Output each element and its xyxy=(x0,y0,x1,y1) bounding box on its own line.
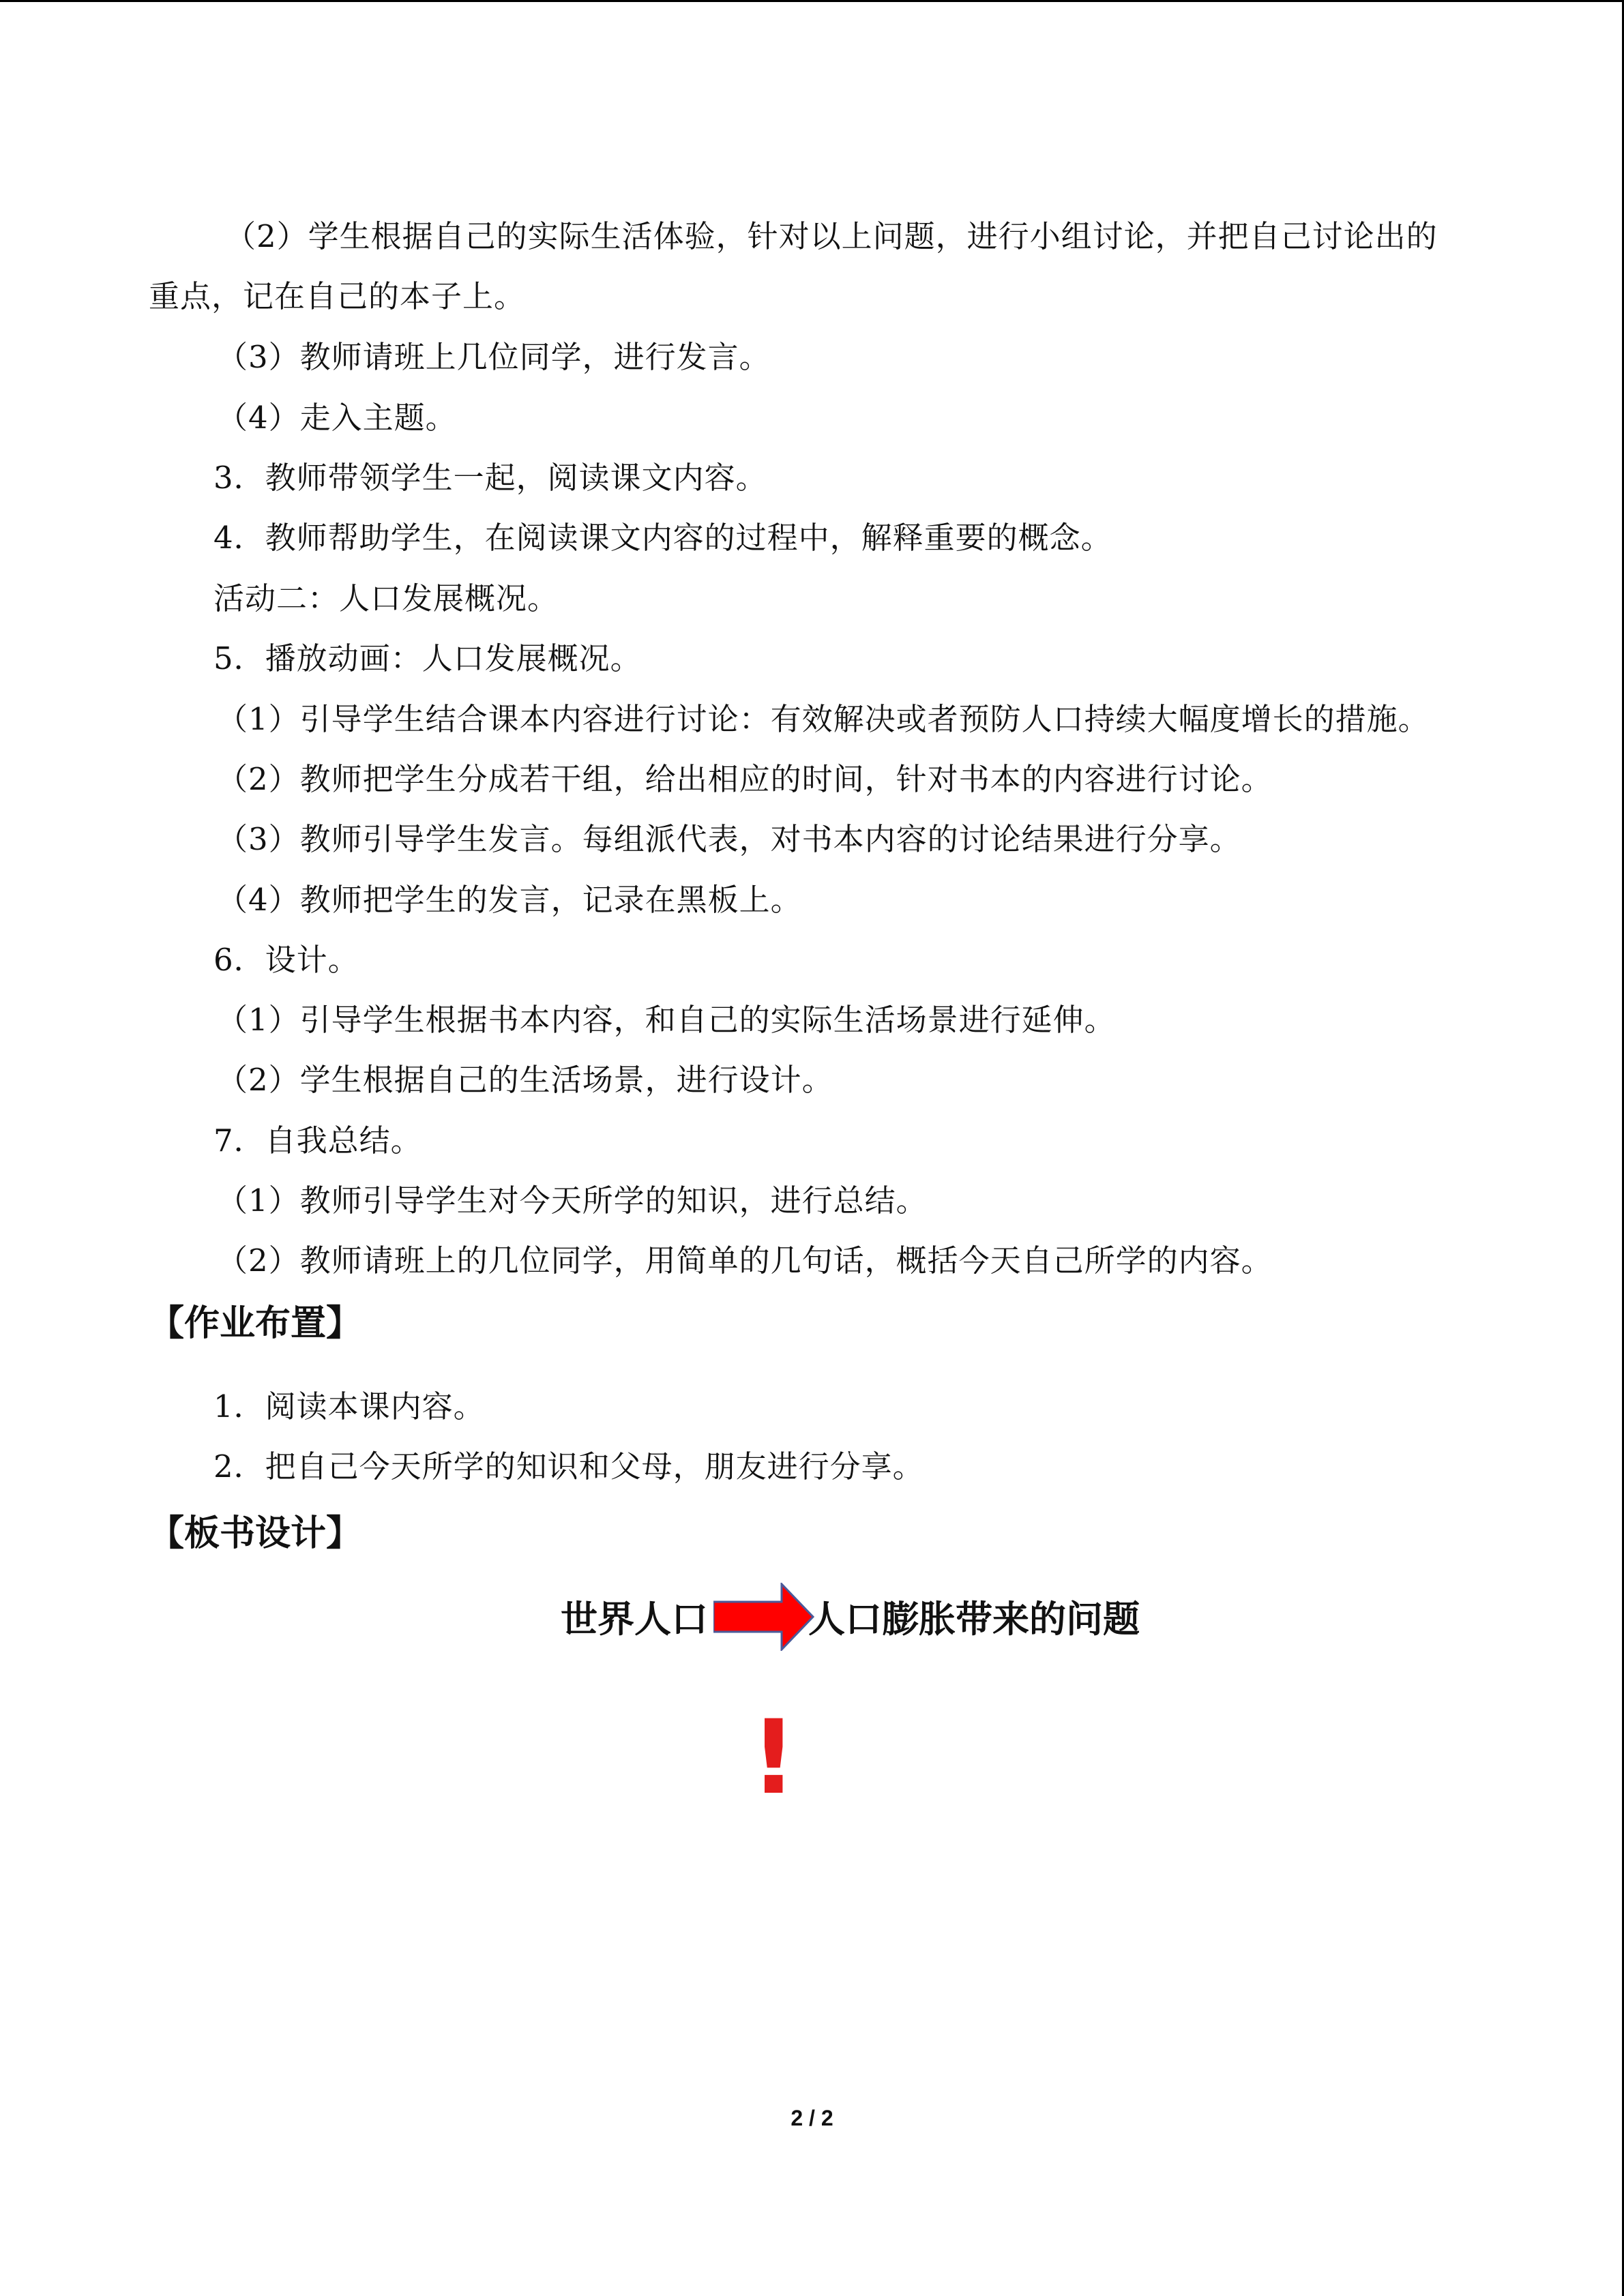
body-line: 活动二：人口发展概况。 xyxy=(213,580,559,616)
board-heading: 【板书设计】 xyxy=(149,1513,362,1554)
body-line: 3．教师带领学生一起，阅读课文内容。 xyxy=(213,460,767,496)
homework-item: 1．阅读本课内容。 xyxy=(213,1388,485,1425)
body-line: （1）引导学生根据书本内容，和自己的实际生活场景进行延伸。 xyxy=(217,1002,1116,1038)
body-line: （1）教师引导学生对今天所学的知识，进行总结。 xyxy=(217,1182,928,1219)
board-left-text: 世界人口 xyxy=(561,1598,708,1641)
body-line: 4．教师帮助学生，在阅读课文内容的过程中，解释重要的概念。 xyxy=(213,520,1112,556)
body-line: （4）教师把学生的发言，记录在黑板上。 xyxy=(217,882,802,918)
page-number: 2 / 2 xyxy=(791,2106,833,2130)
body-line: （2）学生根据自己的生活场景，进行设计。 xyxy=(217,1062,833,1098)
body-line: （2）教师把学生分成若干组，给出相应的时间，针对书本的内容进行讨论。 xyxy=(217,761,1273,797)
body-line: （3）教师引导学生发言。每组派代表，对书本内容的讨论结果进行分享。 xyxy=(217,821,1241,857)
exclamation-icon: ! xyxy=(750,1699,797,1817)
body-line: （3）教师请班上几位同学，进行发言。 xyxy=(217,339,771,375)
board-right-text: 人口膨胀带来的问题 xyxy=(808,1598,1140,1641)
body-line: 7．自我总结。 xyxy=(213,1122,422,1159)
homework-heading: 【作业布置】 xyxy=(149,1303,362,1344)
body-line: 5．播放动画：人口发展概况。 xyxy=(213,640,642,676)
homework-item: 2．把自己今天所学的知识和父母，朋友进行分享。 xyxy=(213,1448,924,1485)
body-line: 重点，记在自己的本子上。 xyxy=(149,278,526,314)
body-line: （4）走入主题。 xyxy=(217,400,457,436)
body-line: 6．设计。 xyxy=(213,942,359,978)
body-line: （2）教师请班上的几位同学，用简单的几句话，概括今天自己所学的内容。 xyxy=(217,1242,1273,1279)
body-line: （1）引导学生结合课本内容进行讨论：有效解决或者预防人口持续大幅度增长的措施。 xyxy=(217,701,1430,737)
arrow-right-icon xyxy=(713,1583,816,1651)
body-line: （2）学生根据自己的实际生活体验，针对以上问题，进行小组讨论，并把自己讨论出的 xyxy=(225,218,1438,254)
